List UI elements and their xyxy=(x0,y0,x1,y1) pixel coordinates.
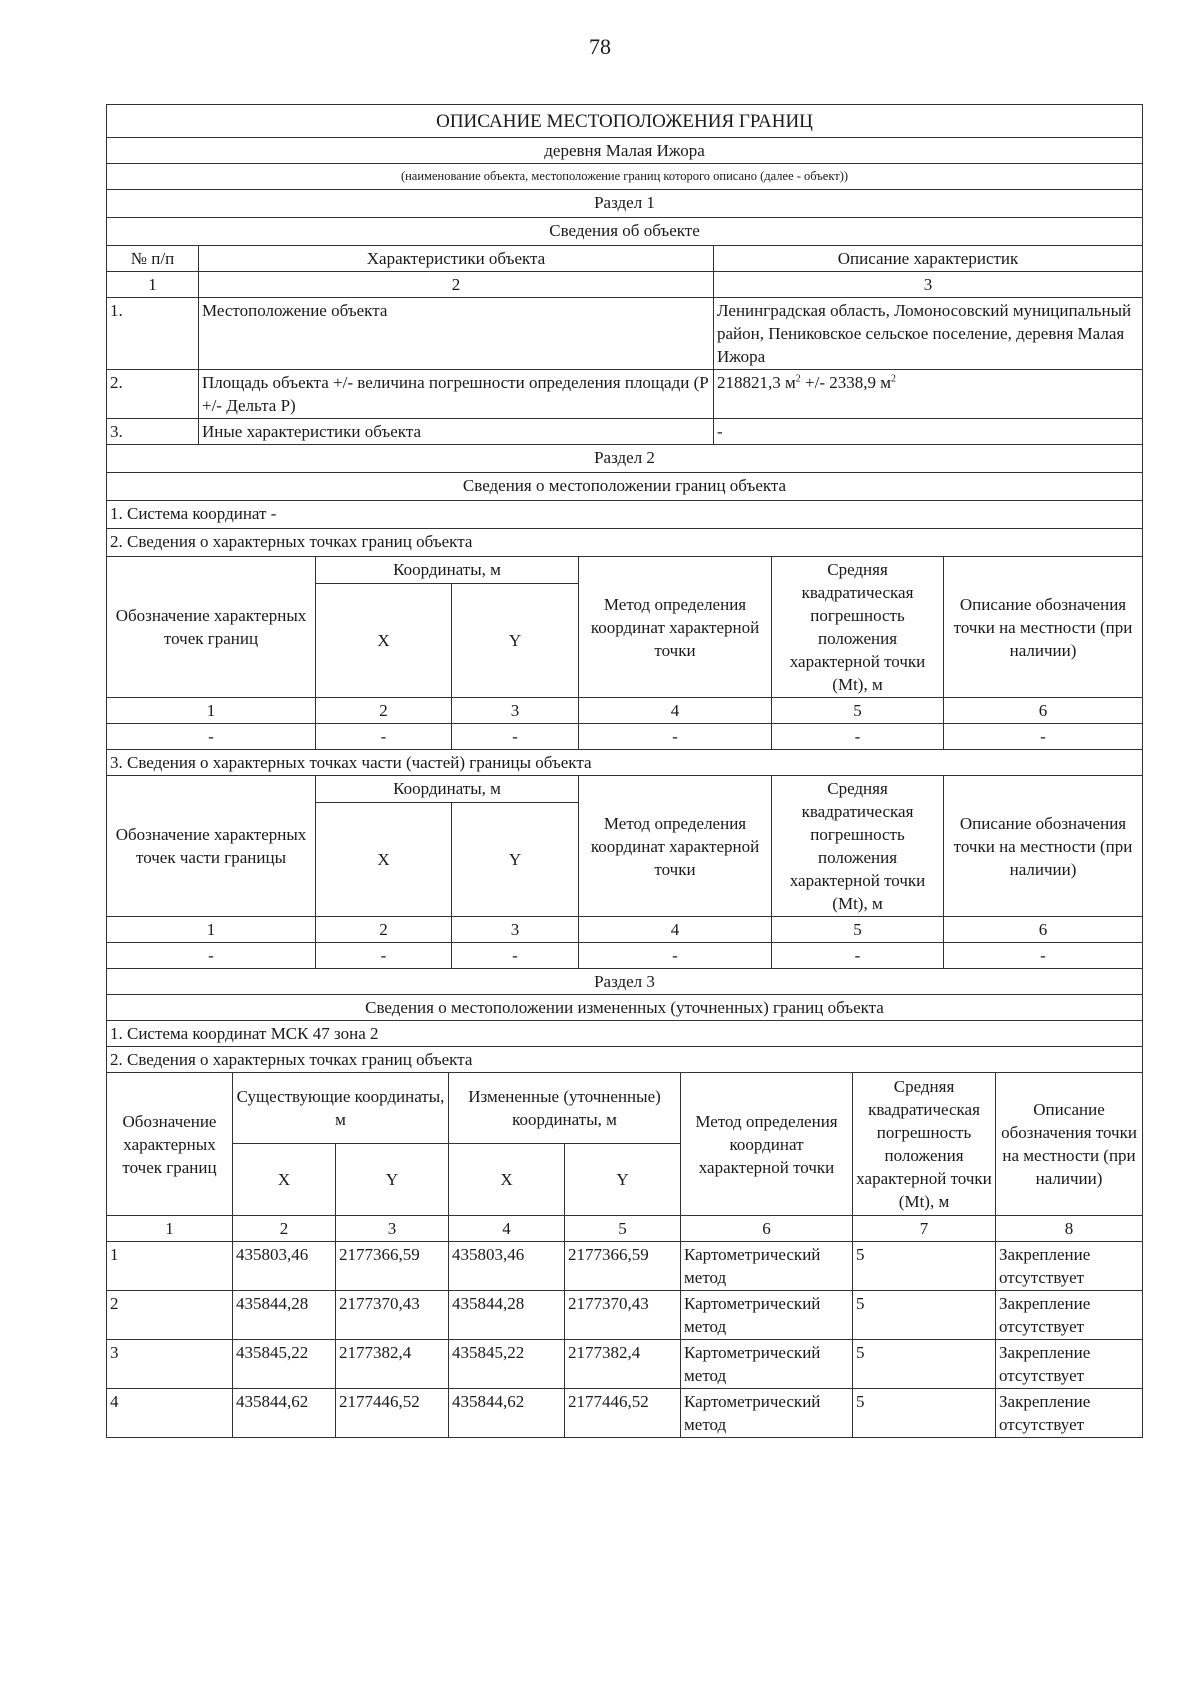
col-number: 1 xyxy=(107,917,316,943)
table-row xyxy=(107,943,1143,969)
empty-cell: - xyxy=(107,943,316,969)
header-error: Средняя квадратическая погрешность положения характерной точки (Mt), м xyxy=(853,1073,996,1216)
col-number: 4 xyxy=(579,917,772,943)
header-x: X xyxy=(316,584,452,698)
empty-cell: - xyxy=(579,724,772,750)
empty-cell: - xyxy=(316,724,452,750)
col-number: 1 xyxy=(107,1216,233,1242)
empty-cell: - xyxy=(772,943,944,969)
changed-y: 2177370,43 xyxy=(565,1291,681,1340)
empty-cell: - xyxy=(452,943,579,969)
object-name: деревня Малая Ижора xyxy=(107,138,1143,164)
col-number: 5 xyxy=(772,698,944,724)
section1-title: Раздел 1 xyxy=(107,190,1143,218)
existing-y: 2177370,43 xyxy=(336,1291,449,1340)
col-number: 3 xyxy=(452,917,579,943)
method: Картометрический метод xyxy=(681,1340,853,1389)
method: Картометрический метод xyxy=(681,1291,853,1340)
mt-value: 5 xyxy=(853,1291,996,1340)
col-header-description: Описание характеристик xyxy=(714,246,1143,272)
existing-y: 2177446,52 xyxy=(336,1389,449,1438)
header-error: Средняя квадратическая погрешность положения характерной точки (Mt), м xyxy=(772,776,944,917)
section2-coord-system: 1. Система координат - xyxy=(107,501,1143,529)
header-existing-y: Y xyxy=(336,1144,449,1216)
changed-x: 435803,46 xyxy=(449,1242,565,1291)
area-error-unit-power: 2 xyxy=(891,373,896,385)
row-name: Площадь объекта +/- величина погрешности определения площади (P +/- Дельта P) xyxy=(199,370,714,419)
col-number: 5 xyxy=(772,917,944,943)
area-unit-power: 2 xyxy=(795,373,801,385)
col-number: 6 xyxy=(681,1216,853,1242)
col-number: 3 xyxy=(714,272,1143,298)
row-value xyxy=(714,370,1143,419)
row-name: Иные характеристики объекта xyxy=(199,419,714,445)
area-error: +/- 2338,9 м xyxy=(800,373,891,392)
changed-x: 435845,22 xyxy=(449,1340,565,1389)
method: Картометрический метод xyxy=(681,1242,853,1291)
table-row xyxy=(107,419,1143,445)
header-changed-coords: Измененные (уточненные) координаты, м xyxy=(449,1073,681,1144)
header-method: Метод определения координат характерной точки xyxy=(579,776,772,917)
header-y: Y xyxy=(452,803,579,917)
area-value: 218821,3 м xyxy=(717,373,796,392)
col-number: 2 xyxy=(316,917,452,943)
table-row xyxy=(107,1242,1143,1291)
point-description: Закрепление отсутствует xyxy=(996,1242,1143,1291)
table-row xyxy=(107,1291,1143,1340)
section2-points-table xyxy=(106,556,1143,776)
existing-y: 2177382,4 xyxy=(336,1340,449,1389)
section2-title: Раздел 2 xyxy=(107,445,1143,473)
col-header-characteristics: Характеристики объекта xyxy=(199,246,714,272)
table-row xyxy=(107,1389,1143,1438)
mt-value: 5 xyxy=(853,1242,996,1291)
col-number: 8 xyxy=(996,1216,1143,1242)
row-no: 3. xyxy=(107,419,199,445)
header-coords: Координаты, м xyxy=(316,557,579,584)
col-number: 2 xyxy=(316,698,452,724)
boundary-description-form xyxy=(106,104,1142,1438)
empty-cell: - xyxy=(452,724,579,750)
col-number: 2 xyxy=(233,1216,336,1242)
col-number: 1 xyxy=(107,698,316,724)
method: Картометрический метод xyxy=(681,1389,853,1438)
point-id: 1 xyxy=(107,1242,233,1291)
point-id: 2 xyxy=(107,1291,233,1340)
col-number: 1 xyxy=(107,272,199,298)
col-number: 7 xyxy=(853,1216,996,1242)
page-number: 78 xyxy=(589,34,611,59)
header-designation-part: Обозначение характерных точек части границы xyxy=(107,776,316,917)
col-number: 4 xyxy=(579,698,772,724)
header-designation: Обозначение характерных точек границ xyxy=(107,1073,233,1216)
document-title: ОПИСАНИЕ МЕСТОПОЛОЖЕНИЯ ГРАНИЦ xyxy=(107,105,1143,138)
section3-points-title: 2. Сведения о характерных точках границ объекта xyxy=(107,1047,1143,1073)
col-number: 2 xyxy=(199,272,714,298)
section3-subtitle: Сведения о местоположении измененных (уточненных) границ объекта xyxy=(107,995,1143,1021)
empty-cell: - xyxy=(579,943,772,969)
point-description: Закрепление отсутствует xyxy=(996,1340,1143,1389)
col-number: 6 xyxy=(944,698,1143,724)
existing-x: 435845,22 xyxy=(233,1340,336,1389)
existing-x: 435803,46 xyxy=(233,1242,336,1291)
existing-x: 435844,62 xyxy=(233,1389,336,1438)
section3-points-table xyxy=(106,1072,1143,1438)
header-description: Описание обозначения точки на местности (при наличии) xyxy=(944,557,1143,698)
header-changed-y: Y xyxy=(565,1144,681,1216)
col-header-no: № п/п xyxy=(107,246,199,272)
table-row xyxy=(107,724,1143,750)
header-existing-coords: Существующие координаты, м xyxy=(233,1073,449,1144)
table-row xyxy=(107,1340,1143,1389)
section3-title: Раздел 3 xyxy=(107,969,1143,995)
table-row xyxy=(107,370,1143,419)
col-number: 4 xyxy=(449,1216,565,1242)
header-coords: Координаты, м xyxy=(316,776,579,803)
header-x: X xyxy=(316,803,452,917)
row-value: - xyxy=(714,419,1143,445)
col-number: 6 xyxy=(944,917,1143,943)
existing-x: 435844,28 xyxy=(233,1291,336,1340)
section1-subtitle: Сведения об объекте xyxy=(107,218,1143,246)
empty-cell: - xyxy=(944,724,1143,750)
header-designation: Обозначение характерных точек границ xyxy=(107,557,316,698)
changed-x: 435844,28 xyxy=(449,1291,565,1340)
changed-y: 2177366,59 xyxy=(565,1242,681,1291)
point-id: 3 xyxy=(107,1340,233,1389)
header-method: Метод определения координат характерной точки xyxy=(579,557,772,698)
point-description: Закрепление отсутствует xyxy=(996,1389,1143,1438)
section2-parts-title: 3. Сведения о характерных точках части (частей) границы объекта xyxy=(107,750,1143,776)
header-method: Метод определения координат характерной точки xyxy=(681,1073,853,1216)
object-caption: (наименование объекта, местоположение границ которого описано (далее - объект)) xyxy=(107,164,1143,190)
row-no: 2. xyxy=(107,370,199,419)
section3-coord-system: 1. Система координат МСК 47 зона 2 xyxy=(107,1021,1143,1047)
point-id: 4 xyxy=(107,1389,233,1438)
section2-subtitle: Сведения о местоположении границ объекта xyxy=(107,473,1143,501)
empty-cell: - xyxy=(107,724,316,750)
header-existing-x: X xyxy=(233,1144,336,1216)
header-changed-x: X xyxy=(449,1144,565,1216)
mt-value: 5 xyxy=(853,1389,996,1438)
mt-value: 5 xyxy=(853,1340,996,1389)
point-description: Закрепление отсутствует xyxy=(996,1291,1143,1340)
changed-x: 435844,62 xyxy=(449,1389,565,1438)
empty-cell: - xyxy=(772,724,944,750)
header-description: Описание обозначения точки на местности (при наличии) xyxy=(944,776,1143,917)
changed-y: 2177446,52 xyxy=(565,1389,681,1438)
changed-y: 2177382,4 xyxy=(565,1340,681,1389)
section2-parts-table xyxy=(106,775,1143,1073)
header-y: Y xyxy=(452,584,579,698)
section1-table xyxy=(106,104,1143,557)
col-number: 5 xyxy=(565,1216,681,1242)
col-number: 3 xyxy=(336,1216,449,1242)
col-number: 3 xyxy=(452,698,579,724)
section2-points-title: 2. Сведения о характерных точках границ объекта xyxy=(107,529,1143,557)
header-error: Средняя квадратическая погрешность положения характерной точки (Mt), м xyxy=(772,557,944,698)
empty-cell: - xyxy=(944,943,1143,969)
empty-cell: - xyxy=(316,943,452,969)
header-description: Описание обозначения точки на местности (при наличии) xyxy=(996,1073,1143,1216)
existing-y: 2177366,59 xyxy=(336,1242,449,1291)
row-value: Ленинградская область, Ломоносовский муниципальный район, Пениковское сельское поселение, деревня Малая Ижора xyxy=(714,298,1143,370)
row-name: Местоположение объекта xyxy=(199,298,714,370)
table-row xyxy=(107,298,1143,370)
row-no: 1. xyxy=(107,298,199,370)
